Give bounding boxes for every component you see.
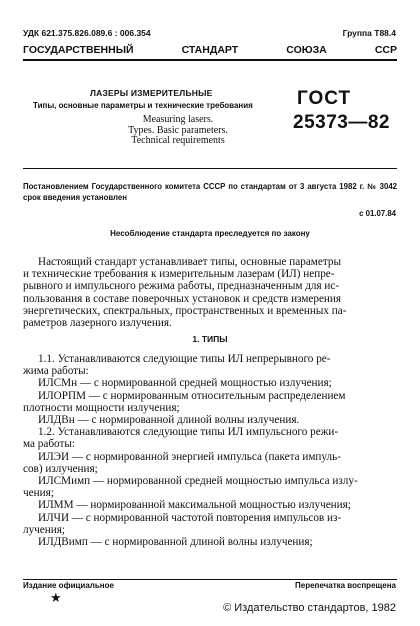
title-russian: ЛАЗЕРЫ ИЗМЕРИТЕЛЬНЫЕ <box>90 88 213 98</box>
official-edition: Издание официальное <box>23 581 114 590</box>
text-line: жима работы: <box>23 365 89 378</box>
text-line: лучения; <box>23 523 65 536</box>
text-line: сов) излучения; <box>23 462 98 475</box>
text-line: ИЛММ — нормированной максимальной мощностью излучения; <box>38 499 351 512</box>
text-line: и технические требования к измерительным лазерам (ИЛ) непре- <box>23 268 335 281</box>
text-line: ИЛСМн — с нормированной средней мощностью излучения; <box>38 377 332 390</box>
text-line: ИЛЭИ — с нормированной энергией импульса (пакета импуль- <box>38 450 341 463</box>
gost-number: 25373—82 <box>293 112 390 133</box>
text-line: ИЛДВн — с нормированной длиной волны излучения. <box>38 414 300 427</box>
text-line: 1.1. Устанавливаются следующие типы ИЛ непрерывного ре- <box>38 353 331 365</box>
text-line: ма работы: <box>23 438 75 451</box>
text-line: Настоящий стандарт устанавливает типы, основные параметры <box>38 256 341 268</box>
title-divider <box>23 168 397 169</box>
text-line: ИЛСМимп — нормированной средней мощностью импульса излу- <box>38 475 358 488</box>
text-line: рывного и импульсного режима работы, предназначенным для ис- <box>23 280 340 293</box>
text-line: чения; <box>23 487 54 500</box>
section-body <box>23 353 397 548</box>
text-line: плотности мощности излучения; <box>23 401 180 414</box>
group-code: Группа Т88.4 <box>342 28 396 38</box>
text-line: 1.2. Устанавливаются следующие типы ИЛ импульсного режи- <box>38 426 339 439</box>
banner-word: СТАНДАРТ <box>181 44 239 56</box>
section-title: 1. ТИПЫ <box>192 334 228 344</box>
prosecution-notice: Несоблюдение стандарта преследуется по закону <box>110 229 310 238</box>
effective-date: с 01.07.84 <box>359 209 396 218</box>
star-icon: ★ <box>50 590 62 605</box>
decree-text: Постановлением Государственного комитета СССР по стандартам от 3 августа 1982 г. № 3042 срок введения установлен <box>23 182 397 202</box>
text-line: ИЛОРПМ — с нормированным относительным распределением <box>38 389 346 402</box>
standard-banner <box>23 44 397 56</box>
title-english <box>108 115 248 147</box>
gost-label: ГОСТ <box>297 88 352 109</box>
title-en-line: Measuring lasers. <box>142 114 214 125</box>
text-line: энергетических, спектральных, пространственных и временных па- <box>23 304 347 317</box>
banner-word: ССР <box>374 44 397 56</box>
title-en-line: Types. Basic parameters. <box>128 124 228 136</box>
footer-divider <box>23 579 397 580</box>
title-en-line: Technical requirements <box>131 135 225 146</box>
header-divider <box>23 59 397 61</box>
text-line: пользования в составе поверочных установок и средств измерения <box>23 292 342 305</box>
text-line: ИЛЧИ — с нормированной частотой повторения импульсов из- <box>38 511 342 524</box>
banner-word: СОЮЗА <box>286 44 327 56</box>
reprint-notice: Перепечатка воспрещена <box>295 581 396 590</box>
text-line: раметров лазерного излучения. <box>23 317 172 330</box>
copyright: © Издательство стандартов, 1982 <box>223 602 396 614</box>
text-line: ИЛДВимп — с нормированной длиной волны излучения; <box>38 536 313 549</box>
intro-paragraph <box>23 256 397 329</box>
banner-word: ГОСУДАРСТВЕННЫЙ <box>23 44 134 56</box>
subtitle-russian: Типы, основные параметры и технические требования <box>33 101 253 110</box>
udk-code: УДК 621.375.826.089.6 : 006.354 <box>23 28 151 38</box>
